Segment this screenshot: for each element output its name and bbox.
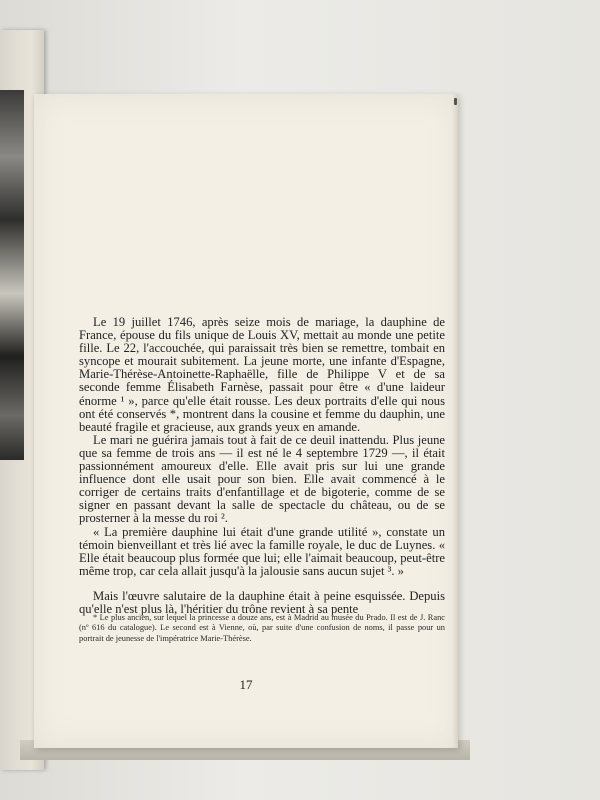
paragraph-3: « La première dauphine lui était d'une grande utilité », constate un témoin bienveillant et très lié avec la famille royale, le duc de Luynes. « Elle était beaucoup plus formée que lui; elle l'aimait beaucoup, peut-être même trop, car cela allait jusqu'à la jalousie sans aucun sujet ³. » bbox=[79, 524, 445, 578]
footnote bbox=[79, 613, 445, 644]
book-page bbox=[34, 94, 458, 748]
footnote-text: * Le plus ancien, sur lequel la princesse a douze ans, est à Madrid au musée du Prado. Il est de J. Ranc (nº 616 du catalogue). Le second est à Vienne, où, par suite d'une confusion de noms, il passe pour un portrait de jeunesse de l'impératrice Marie-Thérèse. bbox=[79, 613, 445, 643]
paragraph-2: Le mari ne guérira jamais tout à fait de ce deuil inattendu. Plus jeune que sa femme de trois ans — il est né le 4 septembre 1729 —, il était passionnément amoureux d'elle. Elle avait pris sur lui une grande influence dont elle usait pour son bien. Elle avait commencé à le corriger de certains traits d'enfantillage et de bigoterie, comme de se signer en passant devant la salle de spectacle du château, ou de se prosterner à la messe du roi ². bbox=[79, 432, 445, 526]
page-number: 17 bbox=[239, 677, 253, 692]
paragraph-4: Mais l'œuvre salutaire de la dauphine était à peine esquissée. Depuis qu'elle n'est plus là, l'héritier du trône revient à sa pente bbox=[79, 588, 445, 616]
body-text bbox=[79, 316, 445, 616]
page-mark bbox=[454, 98, 457, 105]
facing-page-photo bbox=[0, 90, 24, 460]
paragraph-1: Le 19 juillet 1746, après seize mois de mariage, la dauphine de France, épouse du fils unique de Louis XV, mettait au monde une petite fille. Le 22, l'accouchée, qui paraissait très bien se remettre, tombait en syncope et mourait subitement. La jeune morte, une infante d'Espagne, Marie-Thérèse-Antoinette-Raphaëlle, fille de Philippe V et de sa seconde femme Élisabeth Farnèse, passait pour être « d'une laideur énorme ¹ », parce qu'elle était rousse. Les deux portraits d'elle qui nous ont été conservés *, montrent dans la cousine et femme du dauphin, une beauté fragile et gracieuse, aux grands yeux en amande. bbox=[79, 315, 445, 434]
page-edge bbox=[452, 94, 458, 748]
